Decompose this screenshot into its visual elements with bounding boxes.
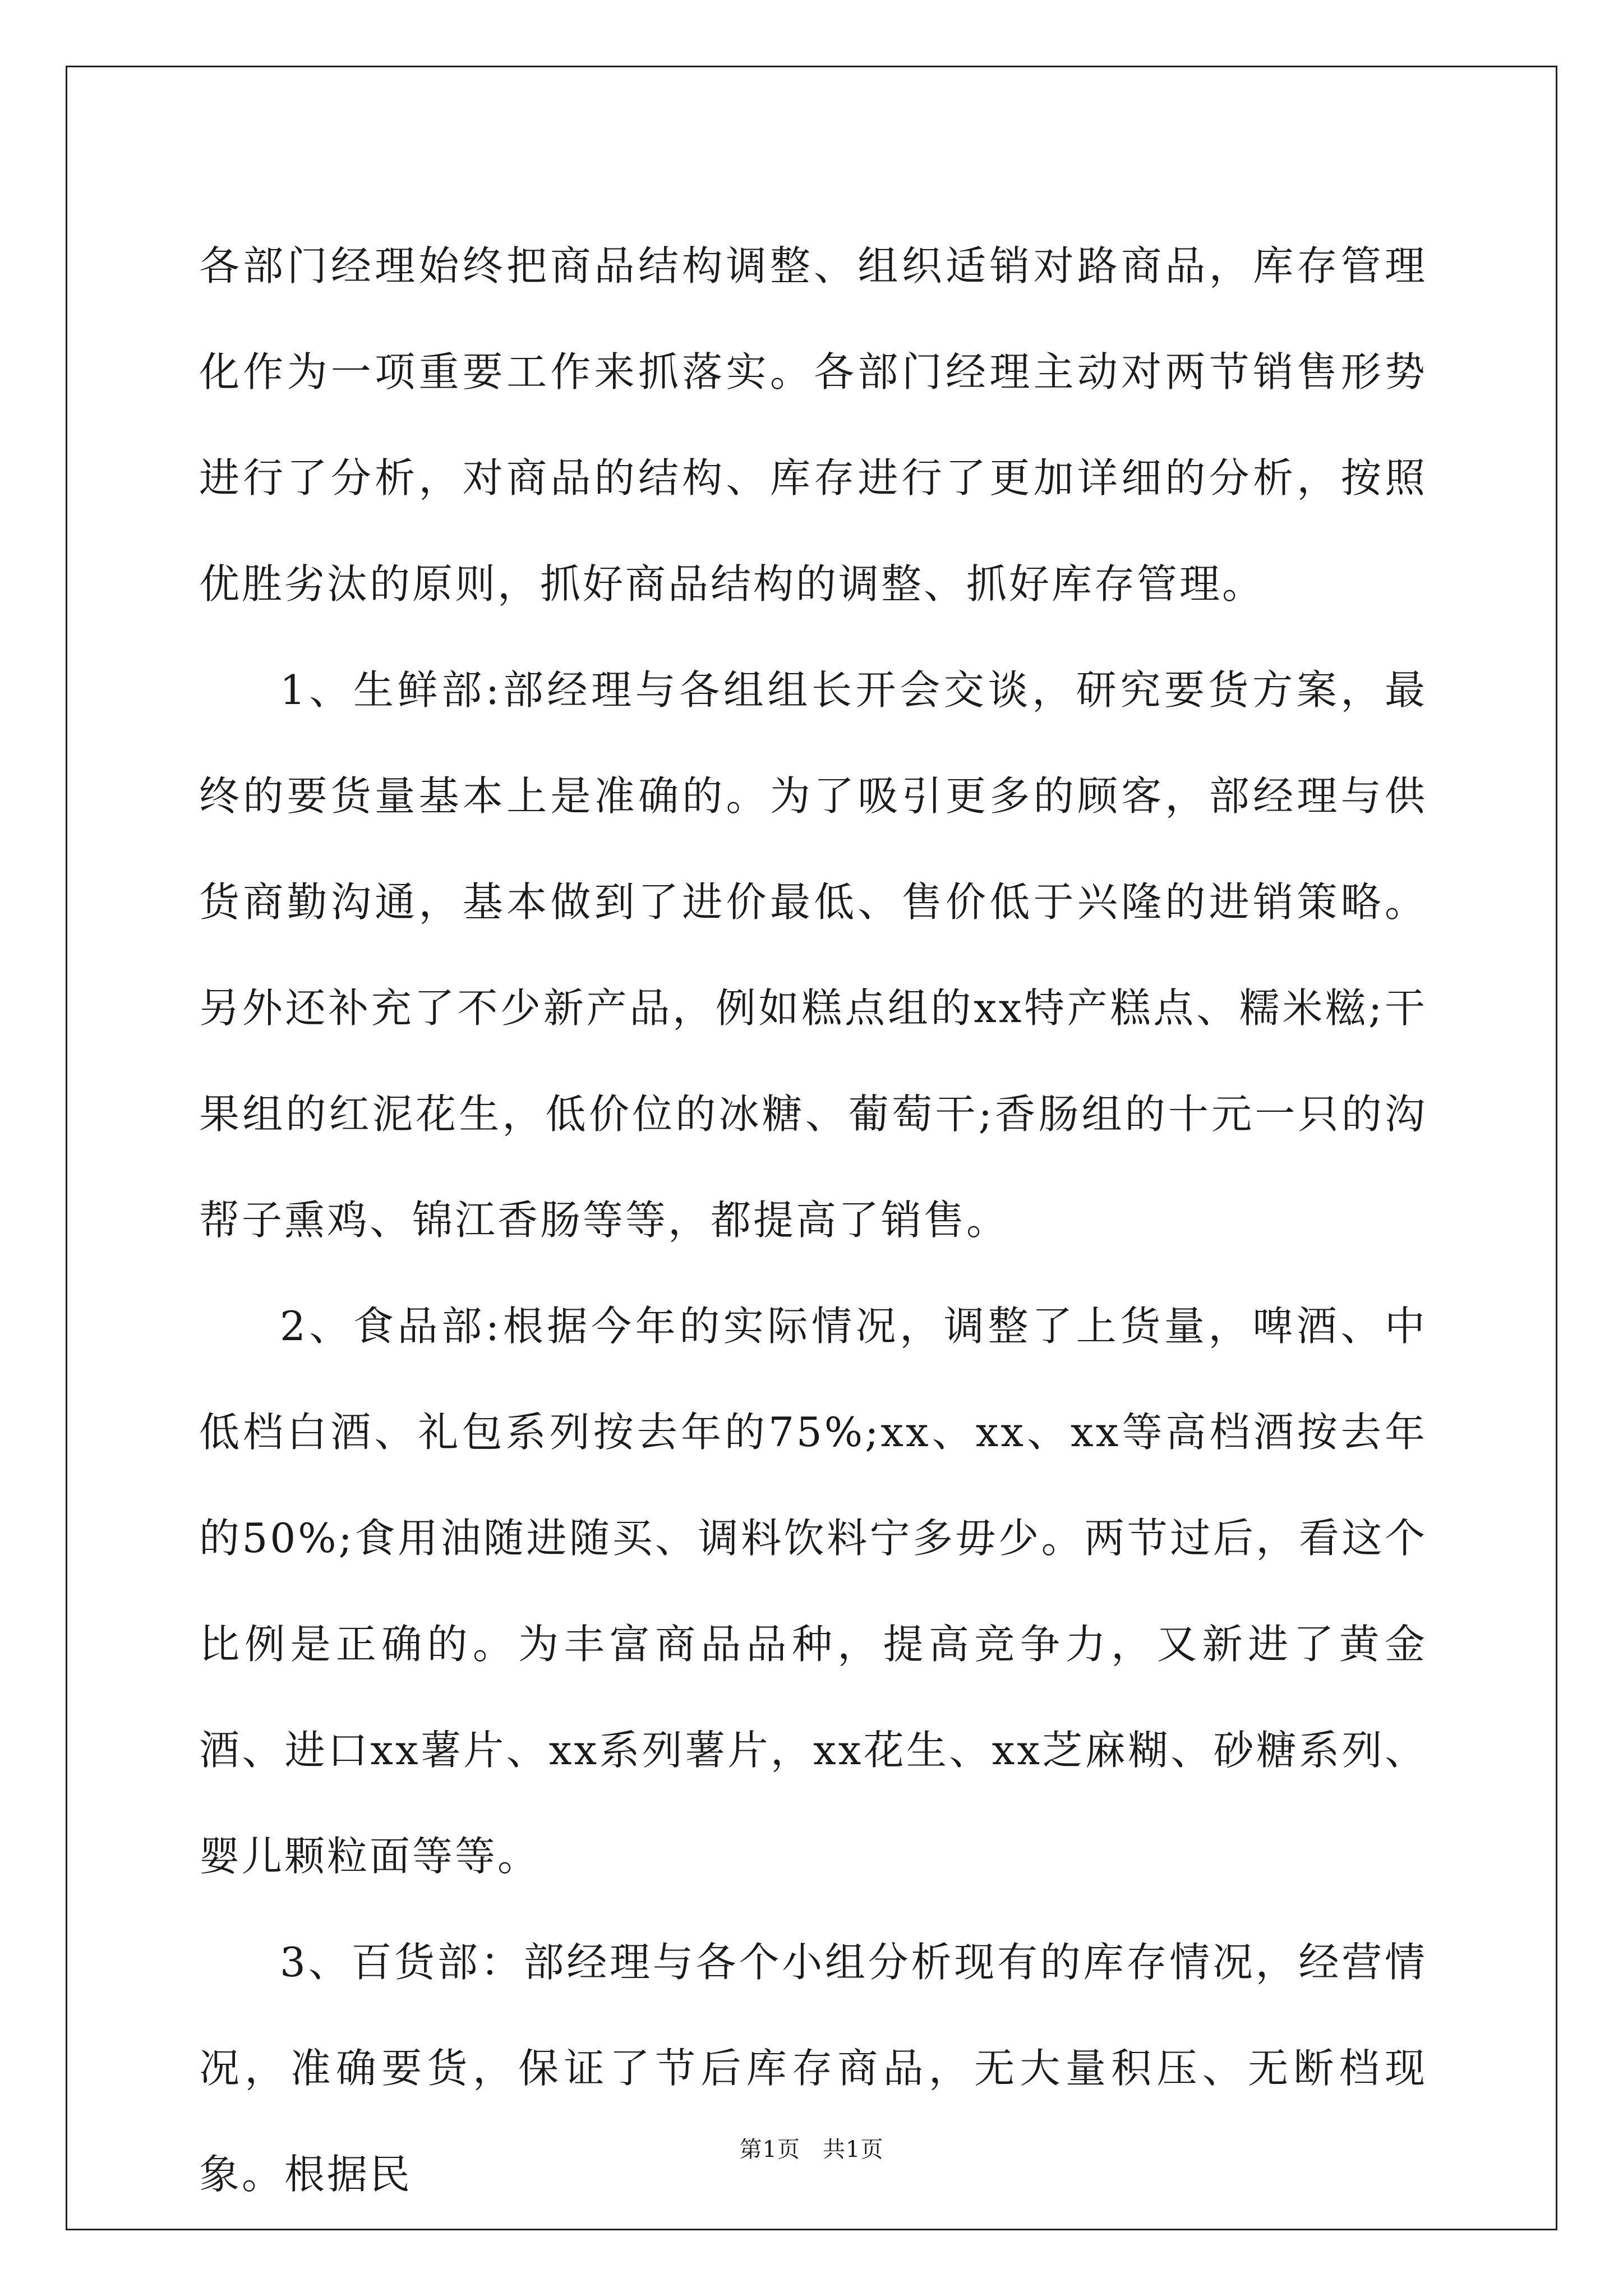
paragraph-fresh-food: 1、生鲜部:部经理与各组组长开会交谈，研究要货方案，最终的要货量基本上是准确的。为了吸引更多的顾客，部经理与供货商勤沟通，基本做到了进价最低、售价低于兴隆的进销策略。另外还补充了不少新产品，例如糕点组的xx特产糕点、糯米糍;干果组的红泥花生，低价位的冰糖、葡萄干;香肠组的十元一只的沟帮子熏鸡、锦江香肠等等，都提高了销售。 [199, 666, 1427, 1244]
paragraph-intro: 各部门经理始终把商品结构调整、组织适销对路商品，库存管理化作为一项重要工作来抓落实。各部门经理主动对两节销售形势进行了分析，对商品的结构、库存进行了更加详细的分析，按照优胜劣汰的原则，抓好商品结构的调整、抓好库存管理。 [199, 242, 1427, 608]
document-body [199, 213, 1427, 2228]
paragraph-general-merchandise: 3、百货部：部经理与各个小组分析现有的库存情况，经营情况，准确要货，保证了节后库存商品，无大量积压、无断档现象。根据民 [199, 1939, 1427, 2198]
page-total: 共1页 [823, 2137, 884, 2162]
paragraph-food-dept: 2、食品部:根据今年的实际情况，调整了上货量，啤酒、中低档白酒、礼包系列按去年的75%;xx、xx、xx等高档酒按去年的50%;食用油随进随买、调料饮料宁多毋少。两节过后，看这个比例是正确的。为丰富商品品种，提高竞争力，又新进了黄金酒、进口xx薯片、xx系列薯片，xx花生、xx芝麻糊、砂糖系列、婴儿颗粒面等等。 [199, 1303, 1427, 1880]
page-number: 第1页 [739, 2137, 800, 2162]
page-footer [0, 2132, 1623, 2164]
